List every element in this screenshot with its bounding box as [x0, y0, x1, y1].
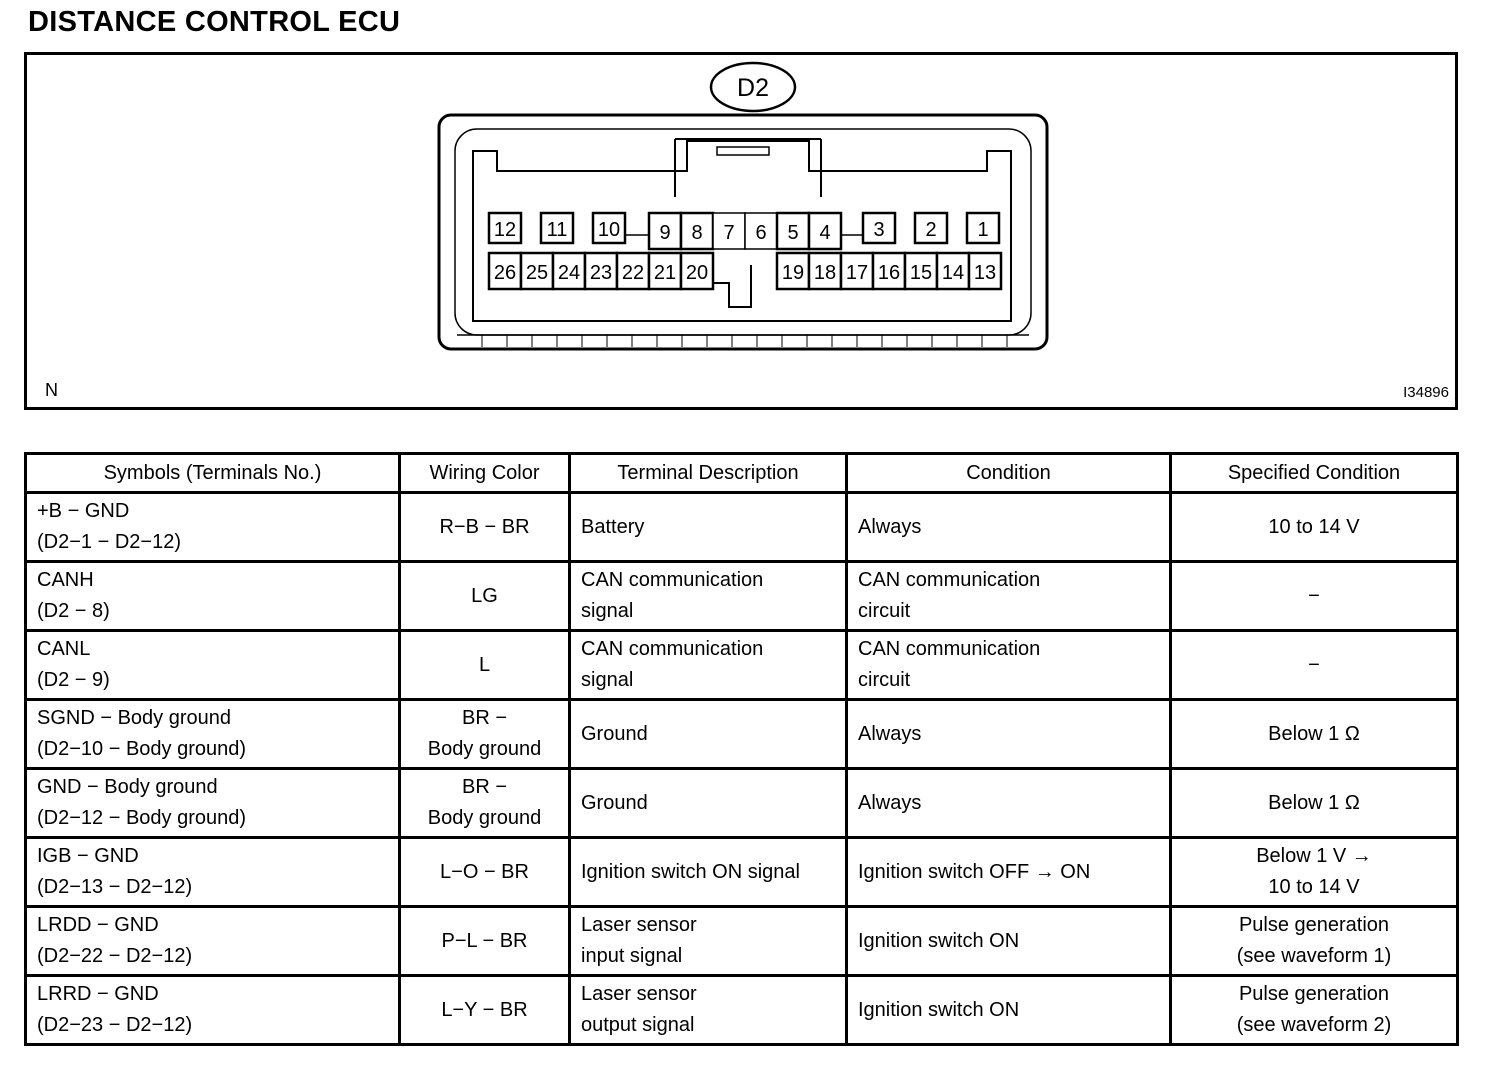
terminal-19: 19	[781, 262, 805, 284]
table-row	[26, 493, 1458, 562]
header-condition: Condition	[847, 454, 1171, 493]
cell-condition: CAN communication circuit	[847, 631, 1171, 700]
cell-condition: Always	[847, 700, 1171, 769]
cell-terminal-description: Laser sensor output signal	[570, 976, 847, 1045]
terminal-9: 9	[659, 222, 671, 244]
table-row	[26, 769, 1458, 838]
connector-drawing	[27, 55, 1455, 407]
cell-terminal-description: Laser sensor input signal	[570, 907, 847, 976]
terminal-4: 4	[819, 222, 831, 244]
table-row	[26, 562, 1458, 631]
cell-wiring-color: BR − Body ground	[400, 700, 570, 769]
terminal-16: 16	[877, 262, 901, 284]
table-row	[26, 700, 1458, 769]
terminal-spec-table	[24, 452, 1459, 1046]
cell-terminal-description: Battery	[570, 493, 847, 562]
terminal-17: 17	[845, 262, 869, 284]
cell-condition: Always	[847, 769, 1171, 838]
terminal-11: 11	[546, 219, 568, 241]
terminal-14: 14	[941, 262, 965, 284]
terminal-24: 24	[557, 262, 581, 284]
cell-wiring-color: L	[400, 631, 570, 700]
cell-condition: Always	[847, 493, 1171, 562]
terminal-10: 10	[597, 219, 621, 241]
terminal-7: 7	[723, 222, 735, 244]
cell-specified-condition: Pulse generation (see waveform 1)	[1171, 907, 1458, 976]
cell-terminal-description: CAN communication signal	[570, 631, 847, 700]
cell-specified-condition: −	[1171, 562, 1458, 631]
cell-terminal-description: Ground	[570, 769, 847, 838]
cell-symbols: SGND − Body ground (D2−10 − Body ground)	[26, 700, 400, 769]
table-row	[26, 631, 1458, 700]
view-indicator: N	[45, 380, 58, 400]
cell-specified-condition: Below 1 V → 10 to 14 V	[1171, 838, 1458, 907]
connector-diagram	[24, 52, 1458, 410]
cell-specified-condition: 10 to 14 V	[1171, 493, 1458, 562]
cell-specified-condition: Below 1 Ω	[1171, 769, 1458, 838]
terminals-top-row	[489, 213, 999, 249]
cell-symbols: IGB − GND (D2−13 − D2−12)	[26, 838, 400, 907]
cell-condition: CAN communication circuit	[847, 562, 1171, 631]
header-specified-condition: Specified Condition	[1171, 454, 1458, 493]
terminal-1: 1	[977, 219, 989, 241]
cell-condition: Ignition switch ON	[847, 907, 1171, 976]
cell-wiring-color: R−B − BR	[400, 493, 570, 562]
cell-symbols: +B − GND (D2−1 − D2−12)	[26, 493, 400, 562]
terminal-13: 13	[973, 262, 997, 284]
cell-symbols: LRDD − GND (D2−22 − D2−12)	[26, 907, 400, 976]
figure-id: I34896	[1403, 384, 1449, 401]
terminal-23: 23	[589, 262, 613, 284]
header-symbols: Symbols (Terminals No.)	[26, 454, 400, 493]
terminal-2: 2	[925, 219, 937, 241]
terminal-20: 20	[685, 262, 709, 284]
cell-wiring-color: L−O − BR	[400, 838, 570, 907]
page-title: DISTANCE CONTROL ECU	[28, 6, 401, 38]
header-wiring-color: Wiring Color	[400, 454, 570, 493]
cell-symbols: GND − Body ground (D2−12 − Body ground)	[26, 769, 400, 838]
cell-terminal-description: Ground	[570, 700, 847, 769]
terminal-5: 5	[787, 222, 799, 244]
table-header-row	[26, 454, 1458, 493]
cell-specified-condition: Pulse generation (see waveform 2)	[1171, 976, 1458, 1045]
cell-wiring-color: BR − Body ground	[400, 769, 570, 838]
cell-terminal-description: Ignition switch ON signal	[570, 838, 847, 907]
connector-key	[717, 147, 769, 155]
terminal-26: 26	[493, 262, 517, 284]
table-row	[26, 907, 1458, 976]
cell-terminal-description: CAN communication signal	[570, 562, 847, 631]
cell-specified-condition: −	[1171, 631, 1458, 700]
terminal-3: 3	[873, 219, 885, 241]
connector-label: D2	[737, 74, 769, 102]
terminal-12: 12	[493, 219, 517, 241]
terminal-8: 8	[691, 222, 703, 244]
terminal-18: 18	[813, 262, 837, 284]
header-terminal-description: Terminal Description	[570, 454, 847, 493]
table-row	[26, 838, 1458, 907]
cell-symbols: CANH (D2 − 8)	[26, 562, 400, 631]
table-row	[26, 976, 1458, 1045]
cell-wiring-color: P−L − BR	[400, 907, 570, 976]
cell-condition: Ignition switch OFF → ON	[847, 838, 1171, 907]
terminal-22: 22	[621, 262, 645, 284]
terminal-21: 21	[653, 262, 677, 284]
cell-symbols: CANL (D2 − 9)	[26, 631, 400, 700]
cell-wiring-color: L−Y − BR	[400, 976, 570, 1045]
terminal-15: 15	[909, 262, 933, 284]
cell-specified-condition: Below 1 Ω	[1171, 700, 1458, 769]
terminal-6: 6	[755, 222, 767, 244]
cell-symbols: LRRD − GND (D2−23 − D2−12)	[26, 976, 400, 1045]
cell-wiring-color: LG	[400, 562, 570, 631]
cell-condition: Ignition switch ON	[847, 976, 1171, 1045]
terminal-25: 25	[525, 262, 549, 284]
